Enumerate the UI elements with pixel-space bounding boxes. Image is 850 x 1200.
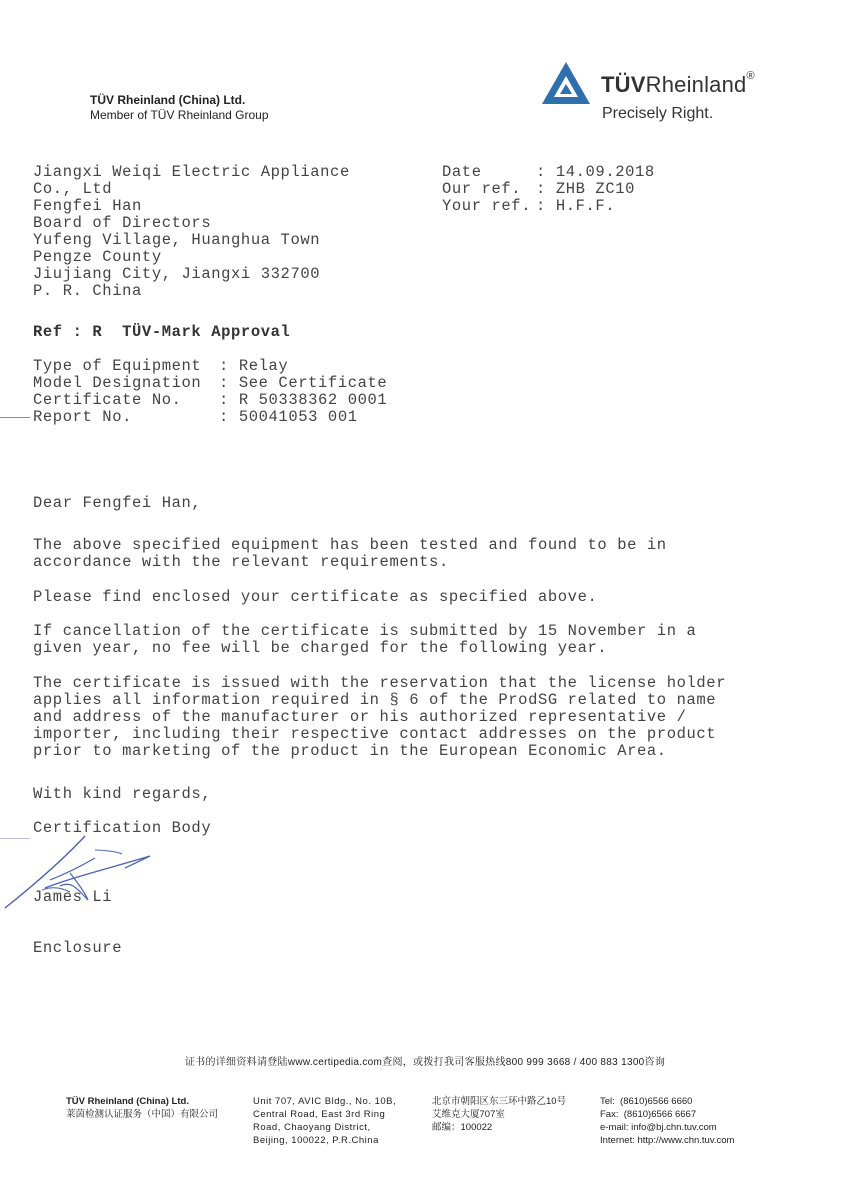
- our-ref-label: Our ref.: [442, 180, 522, 198]
- paragraph-cancellation: If cancellation of the certificate is submitted by 15 November in a given year, no fee will be charged for the following year.: [33, 622, 697, 657]
- footer-address-cn: [432, 1095, 566, 1134]
- footer-address-en: [253, 1095, 396, 1147]
- enclosure: Enclosure: [33, 939, 123, 957]
- footer-address-line: Beijing, 100022, P.R.China: [253, 1135, 379, 1146]
- footer-address-line: Unit 707, AVIC Bldg., No. 10B,: [253, 1096, 397, 1107]
- address-line: Co., Ltd: [33, 180, 113, 198]
- address-line: Jiangxi Weiqi Electric Appliance: [33, 163, 350, 181]
- certificate-no-row: Certificate No. : R 50338362 0001: [33, 391, 388, 409]
- address-line: Fengfei Han: [33, 197, 142, 215]
- model-designation-label: Model Designation: [33, 374, 202, 392]
- footer-fax: Fax: (8610)6566 6667: [600, 1109, 697, 1120]
- sender-company-block: [90, 93, 269, 123]
- footer-email: e-mail: info@bj.chn.tuv.com: [600, 1122, 717, 1133]
- footer-website: Internet: http://www.chn.tuv.com: [600, 1135, 735, 1146]
- model-designation-row: Model Designation : See Certificate: [33, 374, 388, 392]
- our-ref-row: Our ref. : ZHB ZC10: [442, 180, 636, 198]
- equipment-type-label: Type of Equipment: [33, 357, 202, 375]
- address-line: P. R. China: [33, 282, 142, 300]
- date-value: 14.09.2018: [555, 163, 655, 181]
- closing: With kind regards,: [33, 785, 212, 803]
- footer-address-line: 北京市朝阳区东三环中路乙10号: [432, 1096, 567, 1107]
- address-line: Jiujiang City, Jiangxi 332700: [33, 265, 321, 283]
- wordmark-tuv: TÜV: [601, 72, 646, 97]
- address-line: Pengze County: [33, 248, 162, 266]
- address-line: Board of Directors: [33, 214, 212, 232]
- date-label: Date: [442, 163, 482, 181]
- footer-address-line: 艾维克大厦707室: [432, 1109, 505, 1120]
- tuv-logo-icon: [540, 60, 592, 106]
- address-line: Yufeng Village, Huanghua Town: [33, 231, 321, 249]
- paragraph-tested: The above specified equipment has been tested and found to be in accordance with the relevant requirements.: [33, 536, 667, 571]
- report-no-value: 50041053 001: [238, 408, 358, 426]
- salutation: Dear Fengfei Han,: [33, 494, 202, 512]
- our-ref-value: ZHB ZC10: [555, 180, 636, 198]
- recipient-address: [33, 164, 350, 300]
- footer-address-line: 邮编：100022: [432, 1122, 493, 1133]
- footer-address-line: Central Road, East 3rd Ring: [253, 1109, 386, 1120]
- your-ref-value: H.F.F.: [555, 197, 616, 215]
- footer-company-en: TÜV Rheinland (China) Ltd.: [66, 1096, 189, 1107]
- signer-name: James Li: [33, 888, 113, 906]
- logo-slogan: Precisely Right.: [602, 105, 714, 122]
- report-no-label: Report No.: [33, 408, 133, 426]
- date-row: Date : 14.09.2018: [442, 163, 655, 181]
- paragraph-enclosed: Please find enclosed your certificate as specified above.: [33, 588, 598, 606]
- certificate-no-label: Certificate No.: [33, 391, 182, 409]
- equipment-type-row: Type of Equipment : Relay: [33, 357, 289, 375]
- wordmark-rheinland: Rheinland: [645, 72, 747, 97]
- footer-note: 证书的详细资料请登陆www.certipedia.com查阅，或拨打我司客服热线800 999 3668 / 400 883 1300咨询: [184, 1057, 666, 1068]
- equipment-details: [33, 358, 387, 426]
- report-no-row: Report No. : 50041053 001: [33, 408, 358, 426]
- paragraph-reservation: The certificate is issued with the reservation that the license holder applies all information required in § 6 of the ProdSG related to name and address of the manufacturer or his authorized representative / importer, including their respective contact addresses on the product prior to marketing of the product in the European Economic Area.: [33, 674, 727, 760]
- registered-mark: ®: [746, 70, 755, 82]
- your-ref-row: Your ref. : H.F.F.: [442, 197, 616, 215]
- subject-line: Ref : R TÜV-Mark Approval: [33, 323, 291, 341]
- sender-company-name: TÜV Rheinland (China) Ltd.: [90, 93, 246, 107]
- your-ref-label: Your ref.: [442, 197, 532, 215]
- equipment-type-value: Relay: [238, 357, 289, 375]
- footer-company-cn: 莱茵检测认证服务（中国）有限公司: [66, 1109, 219, 1120]
- footer-address-line: Road, Chaoyang District,: [253, 1122, 371, 1133]
- footer-company: [66, 1095, 218, 1121]
- fold-mark: [0, 417, 30, 418]
- reference-block: [442, 164, 655, 215]
- signature-body: Certification Body: [33, 819, 212, 837]
- logo-wordmark: [601, 72, 755, 98]
- model-designation-value: See Certificate: [238, 374, 388, 392]
- sender-member-of: Member of TÜV Rheinland Group: [90, 108, 269, 122]
- footer-tel: Tel: (8610)6566 6660: [600, 1096, 693, 1107]
- certificate-no-value: R 50338362 0001: [238, 391, 388, 409]
- footer-contact: [600, 1095, 734, 1147]
